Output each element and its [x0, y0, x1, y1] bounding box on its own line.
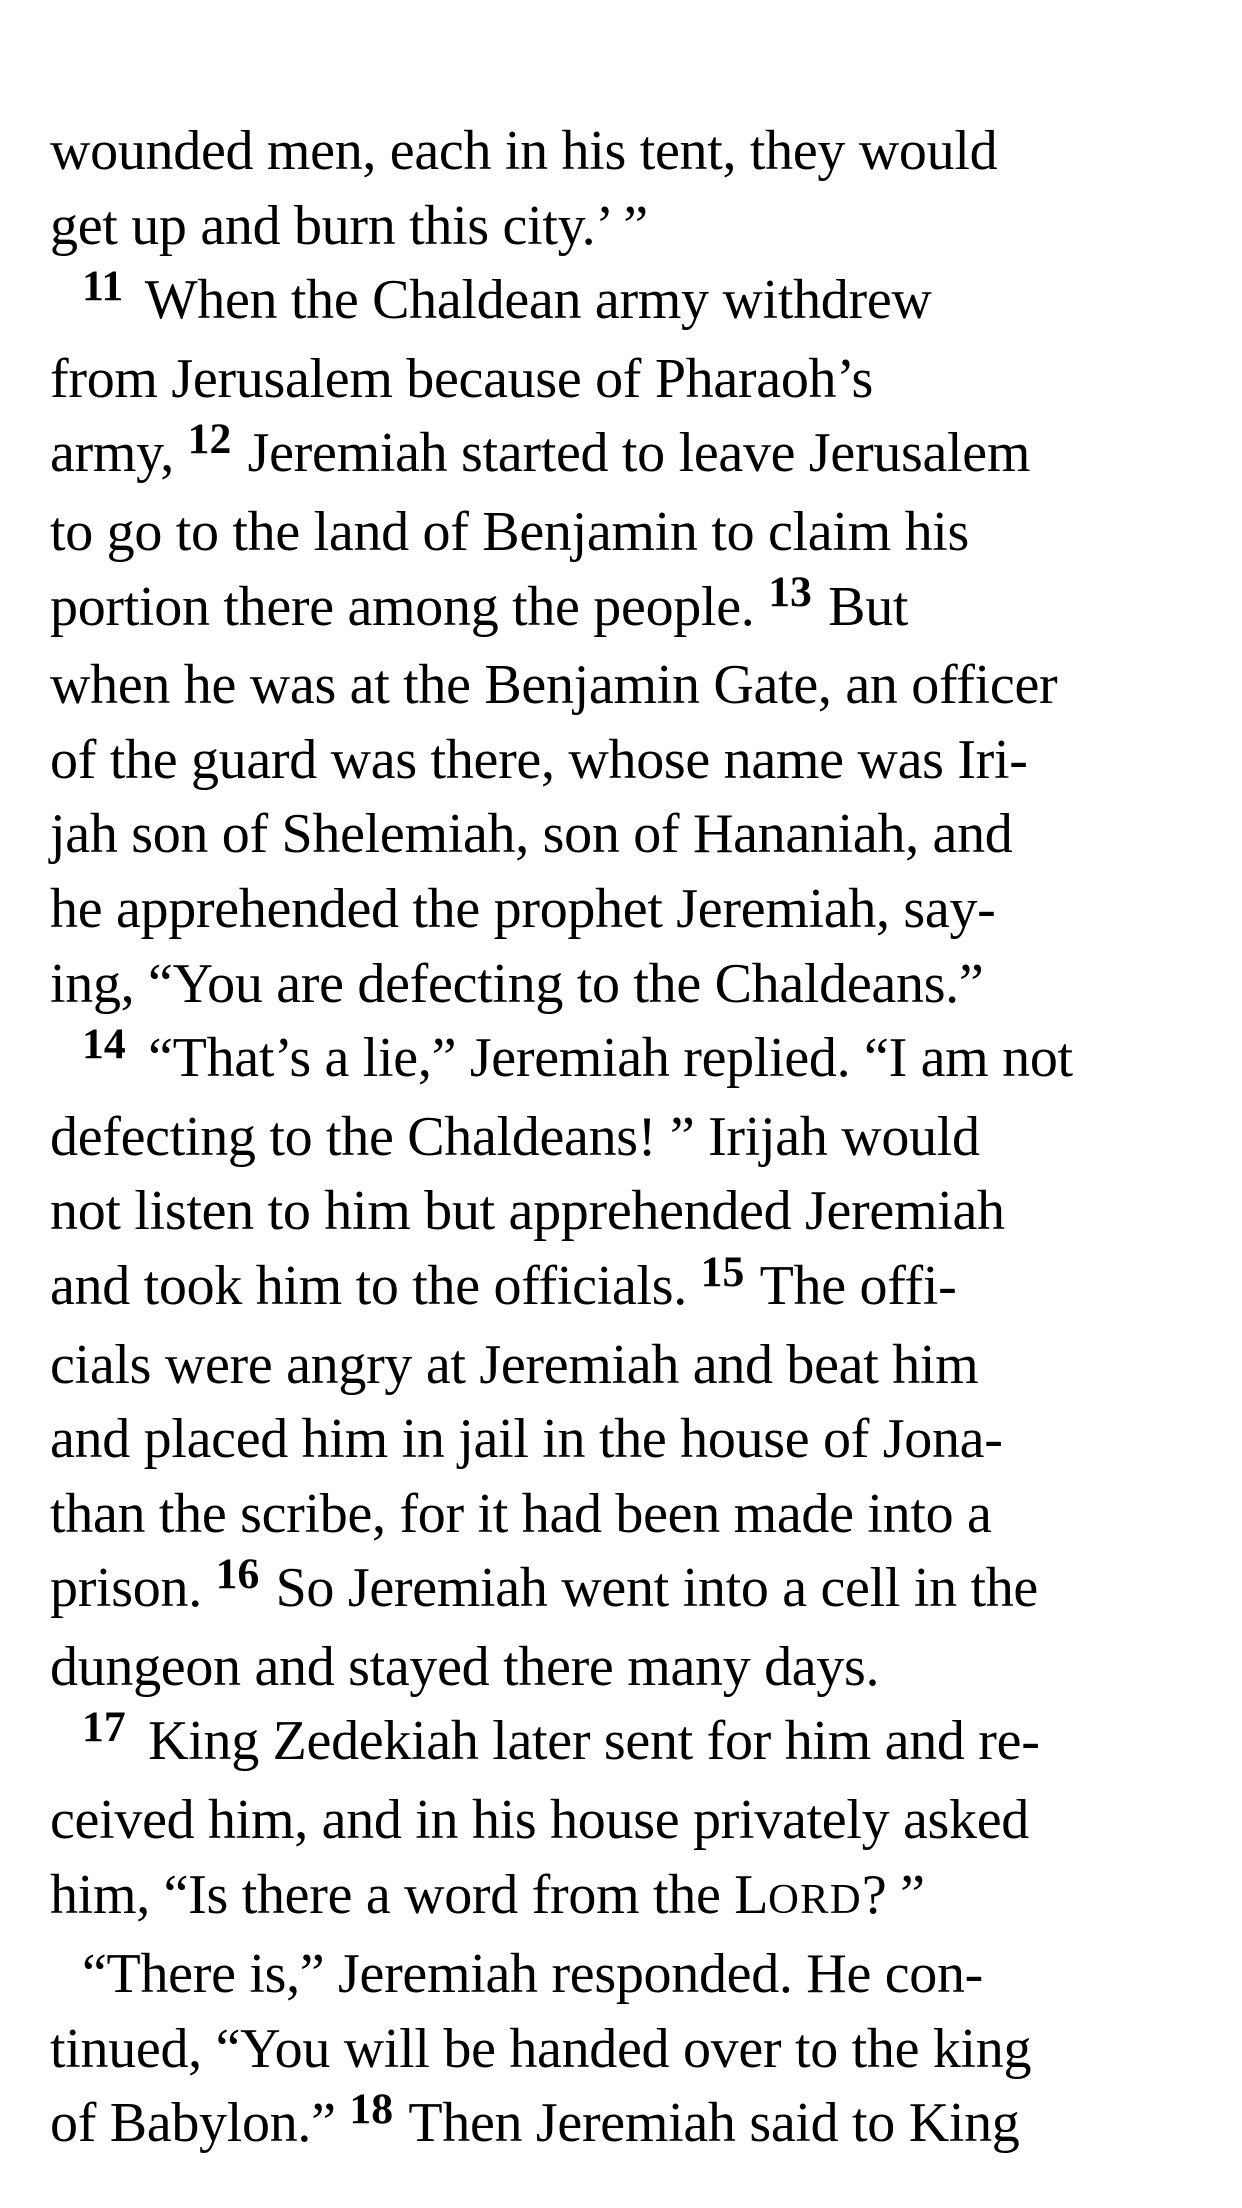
- text-line: [50, 189, 1200, 264]
- text-line: [50, 1630, 1200, 1705]
- divine-name-initial: L: [734, 1863, 769, 1926]
- text-run: Jeremiah started to leave Jerusalem: [233, 422, 1031, 485]
- text-line: [50, 1021, 1200, 1100]
- text-run: of Babylon.”: [50, 2092, 350, 2155]
- text-run: defecting to the Chaldeans! ” Irijah would: [50, 1105, 980, 1168]
- text-run: “That’s a lie,” Jeremiah replied. “I am not: [134, 1027, 1073, 1090]
- text-line: [50, 648, 1200, 723]
- text-line: [50, 797, 1200, 872]
- text-line: [50, 495, 1200, 570]
- text-run: than the scribe, for it had been made into a: [50, 1482, 992, 1545]
- text-line: [50, 1704, 1200, 1783]
- text-run: from Jerusalem because of Pharaoh’s: [50, 347, 873, 410]
- text-run: “There is,” Jeremiah responded. He con-: [82, 1943, 984, 2006]
- text-run: tinued, “You will be handed over to the king: [50, 2017, 1032, 2080]
- text-line: [50, 1402, 1200, 1477]
- text-run: him, “Is there a word from the: [50, 1863, 735, 1926]
- text-line: [50, 2012, 1200, 2087]
- text-line: [50, 1937, 1200, 2012]
- text-run: But: [814, 575, 909, 638]
- verse-number: 14: [82, 1019, 126, 1068]
- text-run: dungeon and stayed there many days.: [50, 1635, 880, 1698]
- text-line: [50, 1858, 1200, 1938]
- text-run: The offi-: [746, 1254, 957, 1317]
- text-run: he apprehended the prophet Jeremiah, say-: [50, 877, 996, 940]
- text-line: [50, 1477, 1200, 1552]
- text-line: [50, 342, 1200, 417]
- text-run: to go to the land of Benjamin to claim his: [50, 500, 970, 563]
- text-line: [50, 1551, 1200, 1630]
- verse-number: 13: [768, 568, 812, 617]
- text-line: [50, 416, 1200, 495]
- text-run: get up and burn this city.’ ”: [50, 194, 648, 257]
- text-run: ing, “You are defecting to the Chaldeans.”: [50, 952, 984, 1015]
- text-run: portion there among the people.: [50, 575, 769, 638]
- text-run: So Jeremiah went into a cell in the: [261, 1557, 1038, 1620]
- text-run: wounded men, each in his tent, they would: [50, 120, 998, 182]
- text-line: [50, 723, 1200, 798]
- text-line: [50, 1174, 1200, 1249]
- text-run: prison.: [50, 1557, 216, 1620]
- divine-name-rest: ORD: [768, 1875, 862, 1923]
- text-run: King Zedekiah later sent for him and re-: [134, 1710, 1040, 1773]
- verse-number: 16: [215, 1549, 260, 1598]
- verse-number: 11: [82, 261, 124, 310]
- scripture-text-block: [50, 114, 1200, 2165]
- text-run: When the Chaldean army withdrew: [132, 269, 932, 332]
- verse-number: 15: [700, 1247, 745, 1296]
- text-run: and took him to the officials.: [50, 1254, 701, 1317]
- text-run: Then Jeremiah said to King: [395, 2092, 1020, 2155]
- text-run: ? ”: [861, 1863, 925, 1926]
- verse-number: 18: [349, 2085, 394, 2134]
- divine-name-smallcaps: [734, 1864, 862, 1926]
- text-line: [50, 1783, 1200, 1858]
- text-line: [50, 1328, 1200, 1403]
- text-line: [50, 947, 1200, 1022]
- text-line: [50, 1100, 1200, 1175]
- text-run: cials were angry at Jeremiah and beat him: [50, 1333, 979, 1396]
- verse-number: 17: [82, 1703, 126, 1752]
- text-line: [50, 570, 1200, 649]
- text-run: jah son of Shelemiah, son of Hananiah, and: [50, 803, 1013, 866]
- text-line: [50, 263, 1200, 342]
- text-line: [50, 872, 1200, 947]
- text-line: [50, 1249, 1200, 1328]
- text-run: of the guard was there, whose name was Iri-: [50, 728, 1028, 791]
- text-run: when he was at the Benjamin Gate, an officer: [50, 654, 1058, 717]
- text-run: and placed him in jail in the house of Jona-: [50, 1408, 1003, 1471]
- verse-number: 12: [187, 415, 232, 464]
- text-line: [50, 2086, 1200, 2165]
- text-run: not listen to him but apprehended Jeremiah: [50, 1180, 1005, 1243]
- text-run: ceived him, and in his house privately asked: [50, 1789, 1029, 1852]
- text-line: [50, 114, 1200, 189]
- text-run: army,: [50, 422, 188, 485]
